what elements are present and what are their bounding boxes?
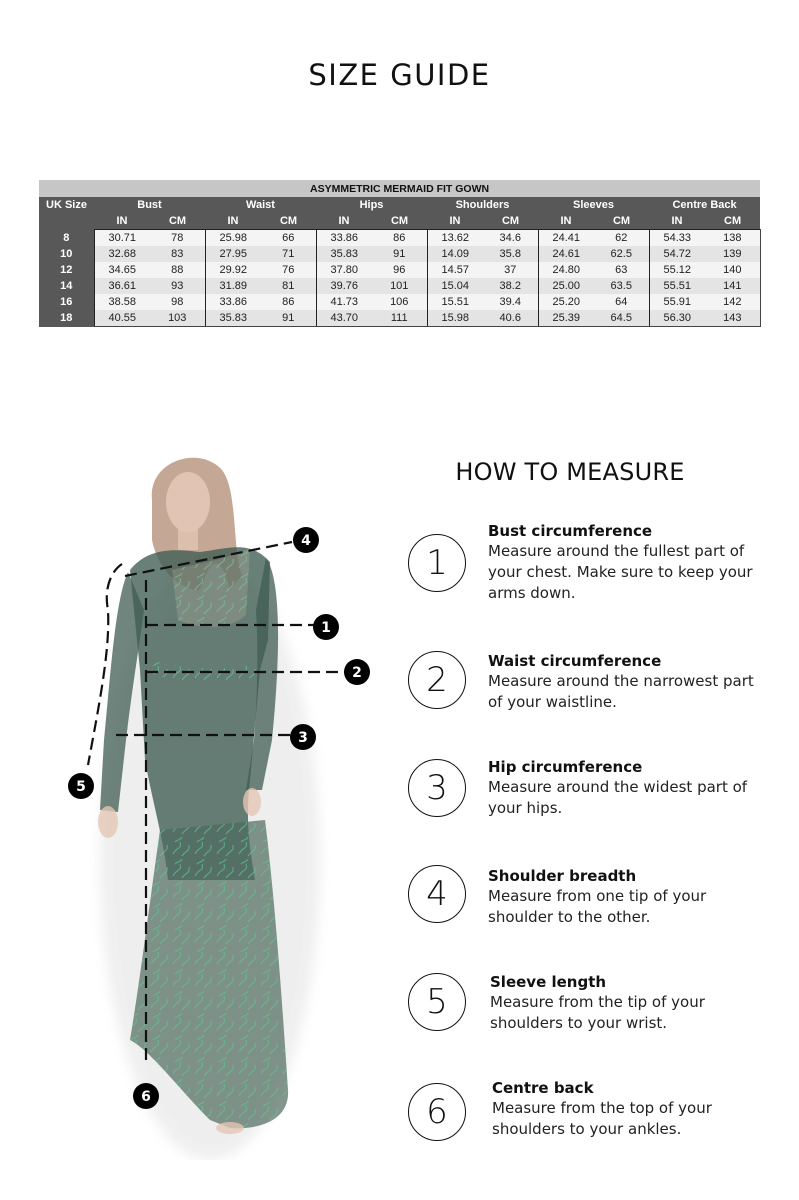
value-cell-in: 15.51	[427, 294, 483, 310]
size-chart-table	[39, 180, 761, 327]
svg-text:2: 2	[352, 665, 362, 681]
svg-text:6: 6	[141, 1089, 151, 1105]
value-cell-in: 29.92	[205, 262, 261, 278]
value-cell-cm: 139	[705, 246, 760, 262]
marker-4	[293, 527, 319, 553]
value-cell-in: 54.72	[649, 246, 705, 262]
unit-cm: CM	[594, 213, 649, 230]
value-cell-in: 24.61	[538, 246, 594, 262]
table-row	[39, 294, 760, 310]
value-cell-cm: 143	[705, 310, 760, 327]
value-cell-cm: 138	[705, 230, 760, 247]
col-header-uk-size: UK Size	[39, 197, 94, 213]
value-cell-in: 14.57	[427, 262, 483, 278]
step-heading: Sleeve length	[490, 973, 607, 991]
value-cell-in: 35.83	[205, 310, 261, 327]
value-cell-cm: 71	[261, 246, 316, 262]
value-cell-in: 55.51	[649, 278, 705, 294]
value-cell-cm: 62	[594, 230, 649, 247]
col-group-centre-back: Centre Back	[649, 197, 760, 213]
marker-2	[344, 659, 370, 685]
value-cell-cm: 111	[372, 310, 427, 327]
table-caption: ASYMMETRIC MERMAID FIT GOWN	[39, 180, 760, 197]
value-cell-in: 38.58	[94, 294, 150, 310]
value-cell-cm: 63	[594, 262, 649, 278]
value-cell-cm: 37	[483, 262, 538, 278]
value-cell-in: 37.80	[316, 262, 372, 278]
value-cell-in: 30.71	[94, 230, 150, 247]
step-heading: Hip circumference	[488, 758, 643, 776]
value-cell-cm: 101	[372, 278, 427, 294]
unit-in: IN	[94, 213, 150, 230]
value-cell-in: 25.39	[538, 310, 594, 327]
value-cell-cm: 103	[150, 310, 205, 327]
value-cell-cm: 64.5	[594, 310, 649, 327]
value-cell-cm: 96	[372, 262, 427, 278]
svg-text:4: 4	[301, 533, 311, 549]
unit-in: IN	[649, 213, 705, 230]
value-cell-cm: 38.2	[483, 278, 538, 294]
value-cell-cm: 40.6	[483, 310, 538, 327]
table-row	[39, 262, 760, 278]
marker-6	[133, 1083, 159, 1109]
value-cell-cm: 91	[372, 246, 427, 262]
unit-in: IN	[427, 213, 483, 230]
value-cell-cm: 86	[372, 230, 427, 247]
step-description: Measure around the narrowest part of your waistline.	[488, 672, 754, 711]
value-cell-in: 43.70	[316, 310, 372, 327]
value-cell-cm: 66	[261, 230, 316, 247]
value-cell-in: 39.76	[316, 278, 372, 294]
value-cell-cm: 34.6	[483, 230, 538, 247]
model-figure	[60, 440, 380, 1160]
value-cell-cm: 35.8	[483, 246, 538, 262]
value-cell-in: 41.73	[316, 294, 372, 310]
unit-cm: CM	[150, 213, 205, 230]
value-cell-in: 55.12	[649, 262, 705, 278]
value-cell-in: 54.33	[649, 230, 705, 247]
value-cell-in: 15.04	[427, 278, 483, 294]
step-number-icon: 4	[408, 865, 466, 923]
col-group-sleeves: Sleeves	[538, 197, 649, 213]
step-description: Measure around the fullest part of your chest. Make sure to keep your arms down.	[488, 542, 753, 602]
value-cell-in: 25.98	[205, 230, 261, 247]
svg-text:1: 1	[321, 620, 331, 636]
value-cell-cm: 83	[150, 246, 205, 262]
value-cell-in: 24.80	[538, 262, 594, 278]
model-illustration	[60, 440, 380, 1160]
unit-in: IN	[538, 213, 594, 230]
table-row	[39, 230, 760, 247]
unit-cm: CM	[261, 213, 316, 230]
unit-spacer	[39, 213, 94, 230]
value-cell-in: 33.86	[205, 294, 261, 310]
size-cell: 12	[39, 262, 94, 278]
value-cell-cm: 142	[705, 294, 760, 310]
step-number-icon: 3	[408, 759, 466, 817]
value-cell-in: 25.20	[538, 294, 594, 310]
size-cell: 8	[39, 230, 94, 247]
value-cell-in: 36.61	[94, 278, 150, 294]
col-group-hips: Hips	[316, 197, 427, 213]
size-cell: 10	[39, 246, 94, 262]
value-cell-cm: 81	[261, 278, 316, 294]
value-cell-in: 35.83	[316, 246, 372, 262]
value-cell-cm: 98	[150, 294, 205, 310]
value-cell-cm: 140	[705, 262, 760, 278]
value-cell-in: 27.95	[205, 246, 261, 262]
value-cell-cm: 88	[150, 262, 205, 278]
value-cell-in: 31.89	[205, 278, 261, 294]
value-cell-cm: 78	[150, 230, 205, 247]
size-cell: 16	[39, 294, 94, 310]
value-cell-in: 25.00	[538, 278, 594, 294]
step-description: Measure from the top of your shoulders to your ankles.	[492, 1099, 712, 1138]
marker-5	[68, 773, 94, 799]
step-description: Measure around the widest part of your hips.	[488, 778, 748, 817]
unit-cm: CM	[372, 213, 427, 230]
col-group-waist: Waist	[205, 197, 316, 213]
value-cell-cm: 141	[705, 278, 760, 294]
value-cell-in: 24.41	[538, 230, 594, 247]
value-cell-in: 40.55	[94, 310, 150, 327]
unit-in: IN	[316, 213, 372, 230]
col-group-bust: Bust	[94, 197, 205, 213]
value-cell-in: 55.91	[649, 294, 705, 310]
table-row	[39, 310, 760, 327]
value-cell-cm: 63.5	[594, 278, 649, 294]
value-cell-in: 32.68	[94, 246, 150, 262]
step-heading: Shoulder breadth	[488, 867, 637, 885]
size-cell: 14	[39, 278, 94, 294]
svg-text:5: 5	[76, 779, 86, 795]
page-title: SIZE GUIDE	[308, 58, 491, 92]
unit-cm: CM	[483, 213, 538, 230]
value-cell-cm: 62.5	[594, 246, 649, 262]
size-cell: 18	[39, 310, 94, 327]
col-group-shoulders: Shoulders	[427, 197, 538, 213]
step-number-icon: 1	[408, 534, 466, 592]
step-heading: Centre back	[492, 1079, 594, 1097]
how-to-measure-title: HOW TO MEASURE	[455, 458, 685, 486]
value-cell-in: 34.65	[94, 262, 150, 278]
table-row	[39, 246, 760, 262]
svg-text:3: 3	[298, 730, 308, 746]
value-cell-in: 15.98	[427, 310, 483, 327]
value-cell-in: 14.09	[427, 246, 483, 262]
value-cell-in: 33.86	[316, 230, 372, 247]
value-cell-cm: 106	[372, 294, 427, 310]
step-number-icon: 2	[408, 651, 466, 709]
step-heading: Bust circumference	[488, 522, 653, 540]
value-cell-cm: 91	[261, 310, 316, 327]
value-cell-in: 56.30	[649, 310, 705, 327]
value-cell-cm: 64	[594, 294, 649, 310]
step-number-icon: 5	[408, 973, 466, 1031]
value-cell-cm: 76	[261, 262, 316, 278]
step-number-icon: 6	[408, 1083, 466, 1141]
step-heading: Waist circumference	[488, 652, 662, 670]
marker-1	[313, 614, 339, 640]
step-description: Measure from one tip of your shoulder to the other.	[488, 887, 707, 926]
table-row	[39, 278, 760, 294]
size-table-body	[39, 230, 760, 327]
unit-cm: CM	[705, 213, 760, 230]
value-cell-cm: 93	[150, 278, 205, 294]
step-description: Measure from the tip of your shoulders to your wrist.	[490, 993, 705, 1032]
marker-3	[290, 724, 316, 750]
value-cell-cm: 86	[261, 294, 316, 310]
value-cell-in: 13.62	[427, 230, 483, 247]
unit-in: IN	[205, 213, 261, 230]
value-cell-cm: 39.4	[483, 294, 538, 310]
